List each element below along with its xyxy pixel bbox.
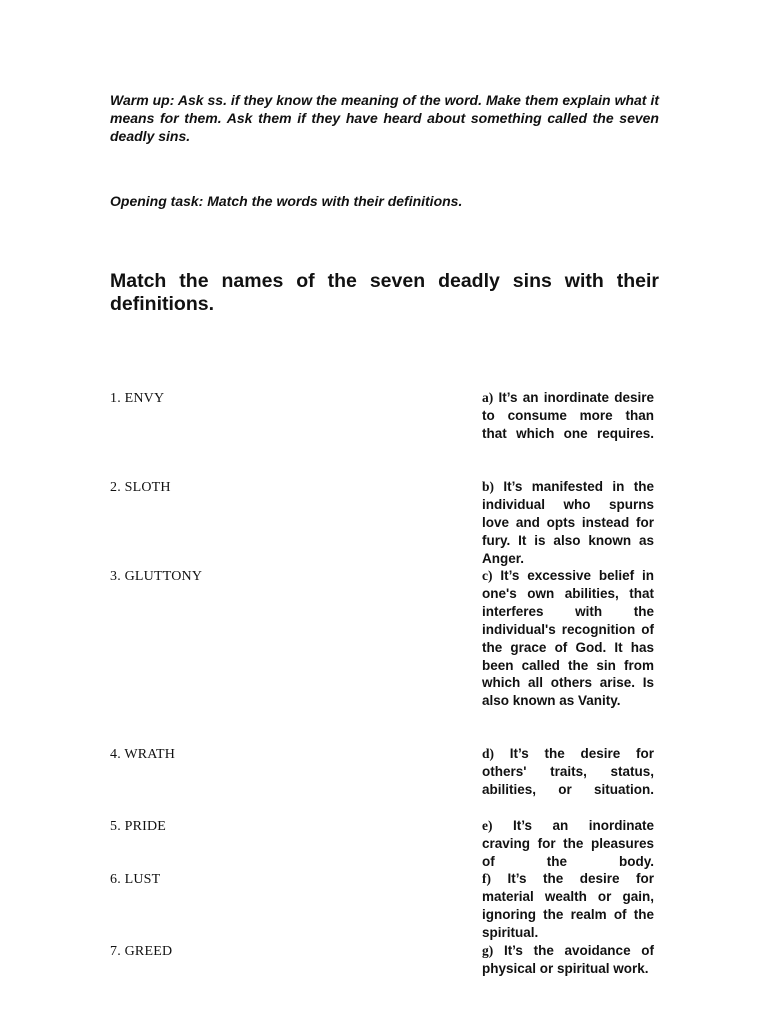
worksheet-heading: Match the names of the seven deadly sins with their definitions. [110, 270, 659, 315]
definition-text: It’s the desire for others' traits, status, abilities, or situation. [482, 746, 654, 797]
definition-letter: a) [482, 390, 494, 405]
definition-text: It’s the desire for material wealth or gain, ignoring the realm of the spiritual. [482, 871, 654, 940]
definition-c [482, 567, 654, 710]
definition-letter: e) [482, 818, 493, 833]
definition-letter: g) [482, 943, 494, 958]
sin-item-pride: 5. PRIDE [110, 819, 167, 834]
sin-item-greed: 7. GREED [110, 944, 173, 959]
definition-letter: f) [482, 871, 491, 886]
definition-letter: b) [482, 479, 495, 494]
definition-letter: c) [482, 568, 493, 583]
definition-d [482, 745, 654, 799]
definition-text: It’s the avoidance of physical or spiritual work. [482, 943, 654, 976]
definition-f [482, 870, 654, 942]
opening-task-instructions: Opening task: Match the words with their definitions. [110, 193, 463, 209]
definition-g [482, 942, 654, 978]
definition-letter: d) [482, 746, 495, 761]
definition-text: It’s manifested in the individual who spurns love and opts instead for fury. It is also known as Anger. [482, 479, 654, 566]
sin-item-envy: 1. ENVY [110, 391, 165, 406]
definition-text: It’s excessive belief in one's own abilities, that interferes with the individual's recognition of the grace of God. It has been called the sin from which all others arise. Is also known as Vanity. [482, 568, 654, 709]
sin-item-sloth: 2. SLOTH [110, 480, 171, 495]
sin-item-wrath: 4. WRATH [110, 747, 176, 762]
warm-up-instructions: Warm up: Ask ss. if they know the meaning of the word. Make them explain what it means for them. Ask them if they have heard about something called the seven deadly sins. [110, 92, 659, 144]
definition-text: It’s an inordinate craving for the pleasures of the body. [482, 818, 654, 869]
definition-text: It’s an inordinate desire to consume more than that which one requires. [482, 390, 654, 441]
definition-e [482, 817, 654, 871]
sin-item-gluttony: 3. GLUTTONY [110, 569, 203, 584]
definition-b [482, 478, 654, 568]
definition-a [482, 389, 654, 443]
sin-item-lust: 6. LUST [110, 872, 161, 887]
